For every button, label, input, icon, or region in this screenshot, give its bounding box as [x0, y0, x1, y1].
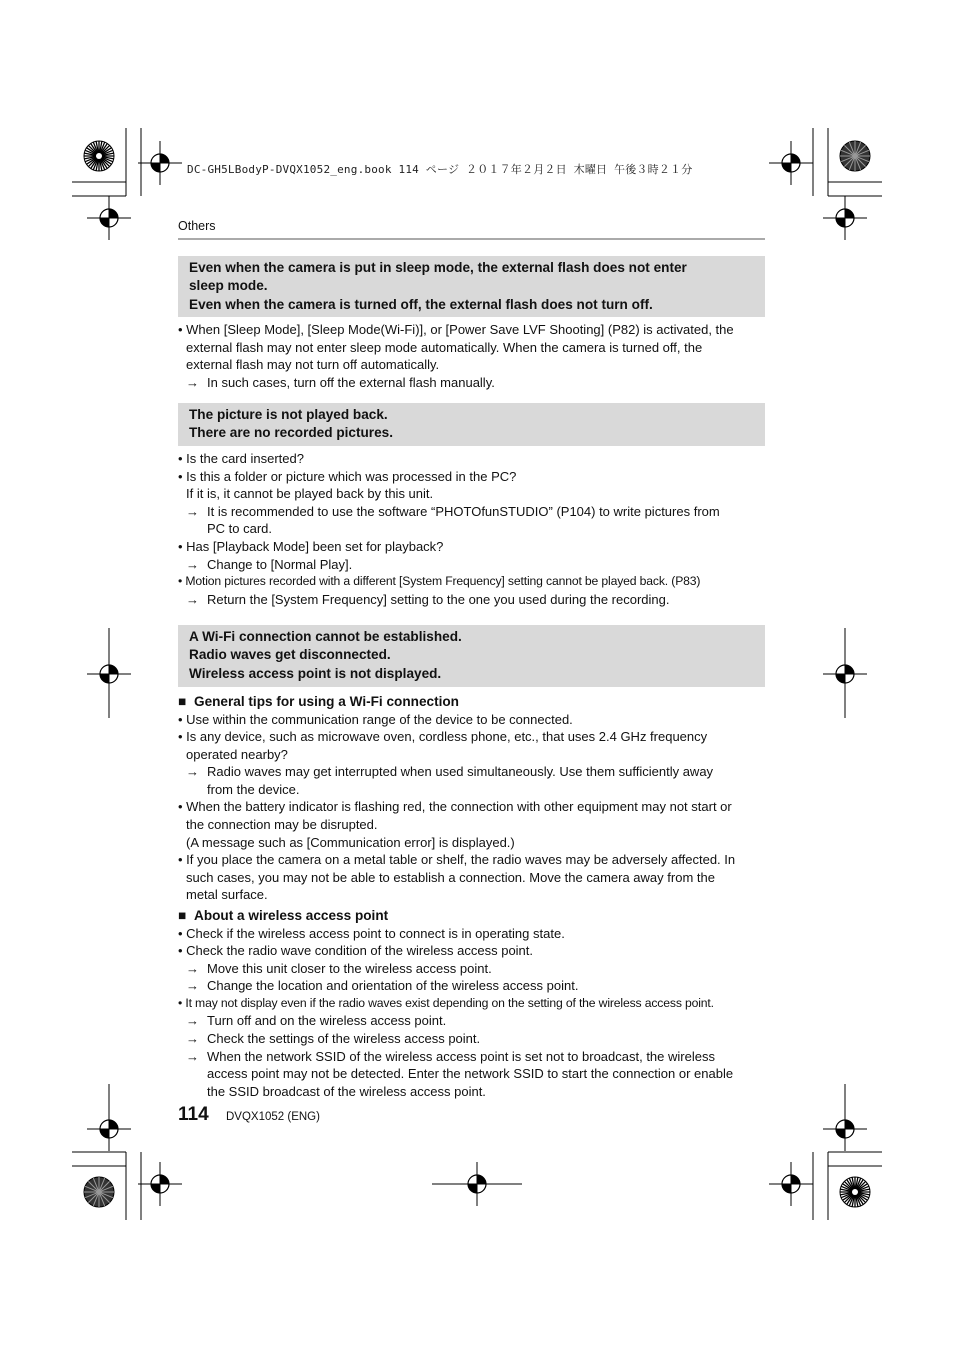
- arrow-item: [178, 503, 768, 521]
- arrow-item: [178, 763, 768, 781]
- document-code: DVQX1052 (ENG): [226, 1111, 320, 1123]
- section-label: Others: [178, 219, 216, 233]
- bullet-item: • When [Sleep Mode], [Sleep Mode(Wi-Fi)], or [Power Save LVF Shooting] (P82) is activated, the: [178, 322, 734, 337]
- arrow-text: Check the settings of the wireless access point.: [207, 1031, 481, 1047]
- bullet-item: • Use within the communication range of the device to be connected.: [178, 711, 573, 727]
- bullet-continuation: such cases, you may not be able to establish a connection. Move the camera away from the: [186, 869, 715, 885]
- bullet-item: • Check if the wireless access point to connect is in operating state.: [178, 925, 565, 941]
- bullet-continuation: external flash may not turn off automatically.: [186, 357, 440, 373]
- arrow-icon: →: [186, 1031, 199, 1047]
- box-line: There are no recorded pictures.: [189, 425, 393, 441]
- bullet-item: • Is the card inserted?: [178, 451, 304, 466]
- bullet-item: • Is any device, such as microwave oven, cordless phone, etc., that uses 2.4 GHz frequency: [178, 729, 708, 745]
- wifi-tips: [178, 693, 768, 904]
- playback-solutions: [178, 450, 768, 608]
- arrow-text: In such cases, turn off the external flash manually.: [207, 374, 495, 390]
- bullet-item: • Motion pictures recorded with a different [System Frequency] setting cannot be played back. (P83): [178, 574, 701, 589]
- problem-box-flash: [178, 256, 765, 317]
- box-line: Radio waves get disconnected.: [189, 647, 391, 663]
- bullet-continuation: operated nearby?: [186, 746, 288, 762]
- arrow-icon: →: [186, 1048, 199, 1064]
- square-bullet-icon: ■: [178, 694, 187, 709]
- subheading-general-tips: [178, 693, 768, 711]
- bullet-item: • When the battery indicator is flashing red, the connection with other equipment may not start or: [178, 799, 732, 815]
- arrow-text: When the network SSID of the wireless access point is set not to broadcast, the wireless: [207, 1048, 715, 1064]
- arrow-icon: →: [186, 978, 199, 994]
- bullet-item: • Check the radio wave condition of the wireless access point.: [178, 943, 534, 959]
- bullet-continuation: If it is, it cannot be played back by this unit.: [186, 486, 434, 502]
- arrow-text: Turn off and on the wireless access point.: [207, 1013, 447, 1029]
- bullet-item: • Is this a folder or picture which was processed in the PC?: [178, 468, 517, 484]
- arrow-item: [178, 1030, 768, 1048]
- arrow-icon: →: [186, 374, 199, 390]
- header-rule: [178, 238, 765, 240]
- square-bullet-icon: ■: [178, 908, 187, 923]
- arrow-item: [178, 960, 768, 978]
- bullet-continuation: metal surface.: [186, 887, 268, 903]
- problem-box-playback: [178, 403, 765, 446]
- arrow-text: Change the location and orientation of the wireless access point.: [207, 978, 579, 994]
- bullet-item: • If you place the camera on a metal table or shelf, the radio waves may be adversely affected. In: [178, 852, 736, 868]
- subheading-access-point: [178, 907, 768, 925]
- arrow-text: Return the [System Frequency] setting to the one you used during the recording.: [207, 591, 670, 607]
- arrow-icon: →: [186, 764, 199, 780]
- box-line: sleep mode.: [189, 278, 268, 294]
- subheading-text: About a wireless access point: [194, 908, 389, 923]
- arrow-item: [178, 556, 768, 574]
- bullet-continuation: the connection may be disrupted.: [186, 817, 378, 833]
- arrow-item: [178, 1048, 768, 1066]
- page-number: 114: [178, 1104, 209, 1125]
- arrow-text: It is recommended to use the software “PHOTOfunSTUDIO” (P104) to write pictures from: [207, 503, 720, 519]
- arrow-continuation: the SSID broadcast of the wireless access point.: [207, 1083, 486, 1099]
- box-line: The picture is not played back.: [189, 407, 388, 422]
- print-header: DC-GH5LBodyP-DVQX1052_eng.book 114 ページ ２０１７年２月２日 木曜日 午後３時２１分: [187, 163, 693, 176]
- bullet-continuation: external flash may not enter sleep mode automatically. When the camera is turned off, the: [186, 339, 703, 355]
- arrow-continuation: from the device.: [207, 781, 300, 797]
- arrow-icon: →: [186, 591, 199, 607]
- box-line: A Wi-Fi connection cannot be established.: [189, 629, 462, 644]
- flash-solutions: [178, 321, 768, 391]
- arrow-icon: →: [186, 556, 199, 572]
- box-line: Even when the camera is turned off, the external flash does not turn off.: [189, 296, 653, 312]
- bullet-continuation: (A message such as [Communication error] is displayed.): [186, 834, 515, 850]
- arrow-item: [178, 1012, 768, 1030]
- arrow-icon: →: [186, 960, 199, 976]
- box-line: Even when the camera is put in sleep mode, the external flash does not enter: [189, 260, 687, 275]
- arrow-text: Move this unit closer to the wireless access point.: [207, 960, 492, 976]
- arrow-continuation: access point may not be detected. Enter the network SSID to start the connection or enable: [207, 1066, 734, 1082]
- bullet-item: • It may not display even if the radio waves exist depending on the setting of the wireless access point.: [178, 995, 714, 1010]
- arrow-item: [178, 591, 768, 609]
- arrow-icon: →: [186, 1013, 199, 1029]
- box-line: Wireless access point is not displayed.: [189, 665, 442, 681]
- arrow-text: Change to [Normal Play].: [207, 556, 353, 572]
- access-point-tips: [178, 907, 768, 1100]
- subheading-text: General tips for using a Wi-Fi connection: [194, 694, 459, 709]
- arrow-text: Radio waves may get interrupted when used simultaneously. Use them sufficiently away: [207, 764, 714, 780]
- arrow-continuation: PC to card.: [207, 521, 273, 537]
- arrow-item: [178, 374, 768, 392]
- arrow-icon: →: [186, 503, 199, 519]
- problem-box-wifi: [178, 625, 765, 687]
- arrow-item: [178, 977, 768, 995]
- bullet-item: • Has [Playback Mode] been set for playback?: [178, 538, 444, 554]
